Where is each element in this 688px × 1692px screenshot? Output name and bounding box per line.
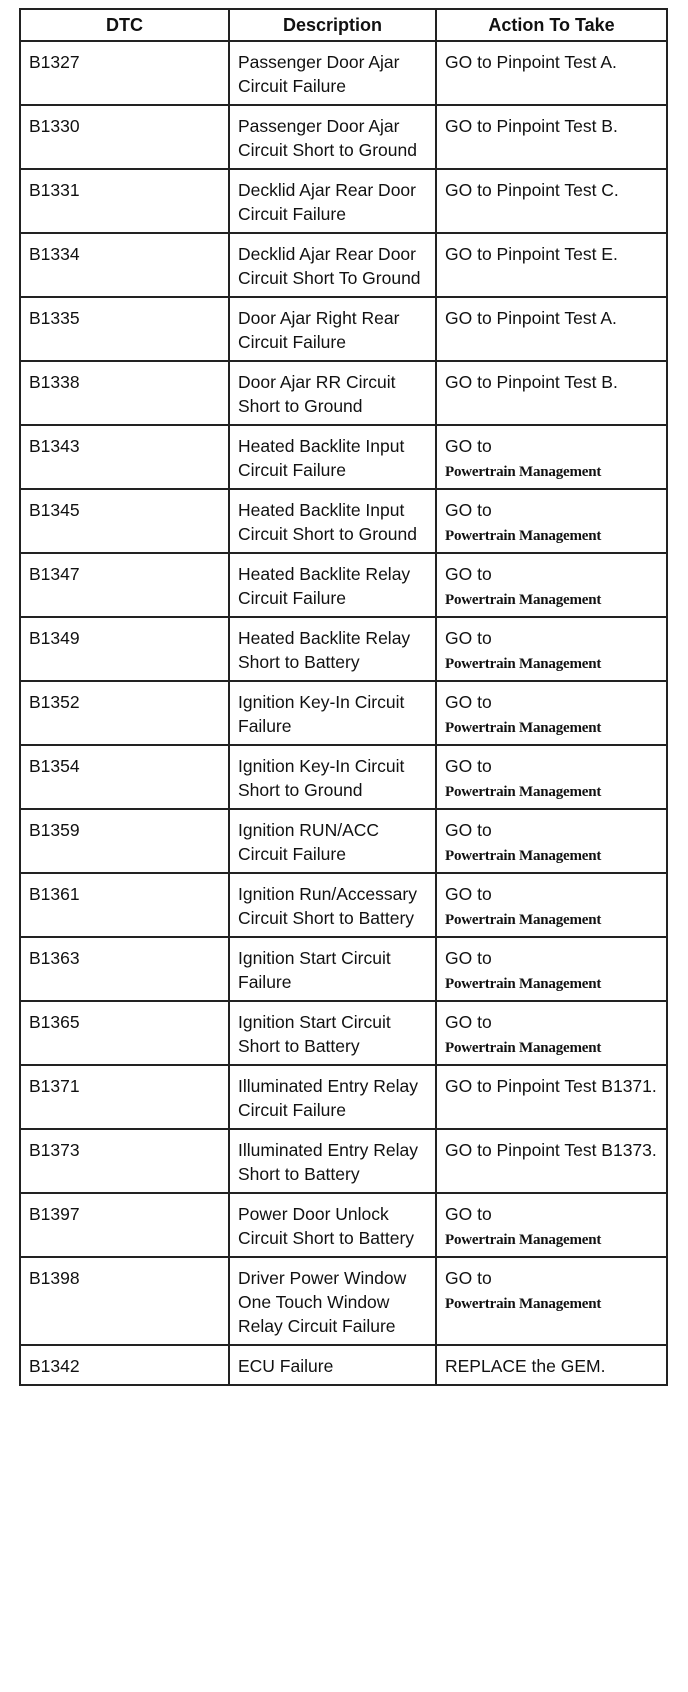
table-row <box>20 553 667 617</box>
action-text: GO to Pinpoint Test B. <box>445 372 618 392</box>
action-target: Powertrain Management <box>445 848 602 864</box>
action-text: GO to <box>445 820 492 840</box>
action-cell <box>436 41 667 105</box>
dtc-description: Passenger Door Ajar Circuit Failure <box>229 41 436 105</box>
action-cell <box>436 681 667 745</box>
action-cell <box>436 617 667 681</box>
table-row <box>20 1065 667 1129</box>
table-row <box>20 105 667 169</box>
dtc-description: Decklid Ajar Rear Door Circuit Short To Ground <box>229 233 436 297</box>
action-text: GO to <box>445 884 492 904</box>
dtc-code: B1361 <box>20 873 229 937</box>
dtc-description: Door Ajar Right Rear Circuit Failure <box>229 297 436 361</box>
action-cell <box>436 873 667 937</box>
action-cell <box>436 105 667 169</box>
dtc-description: Heated Backlite Input Circuit Failure <box>229 425 436 489</box>
action-text: GO to <box>445 564 492 584</box>
action-cell <box>436 937 667 1001</box>
dtc-code: B1327 <box>20 41 229 105</box>
action-target: Powertrain Management <box>445 912 602 928</box>
action-target: Powertrain Management <box>445 464 602 480</box>
action-target: Powertrain Management <box>445 720 602 736</box>
table-row <box>20 169 667 233</box>
table-row <box>20 1257 667 1345</box>
dtc-description: Door Ajar RR Circuit Short to Ground <box>229 361 436 425</box>
table-body <box>20 41 667 1385</box>
dtc-code: B1397 <box>20 1193 229 1257</box>
action-text: GO to Pinpoint Test C. <box>445 180 619 200</box>
dtc-code: B1334 <box>20 233 229 297</box>
dtc-description: Ignition Start Circuit Failure <box>229 937 436 1001</box>
table-row <box>20 873 667 937</box>
dtc-code: B1345 <box>20 489 229 553</box>
action-text: GO to <box>445 948 492 968</box>
action-text: GO to Pinpoint Test E. <box>445 244 618 264</box>
action-target: Powertrain Management <box>445 656 602 672</box>
dtc-description: Heated Backlite Relay Circuit Failure <box>229 553 436 617</box>
table-row <box>20 937 667 1001</box>
action-cell <box>436 553 667 617</box>
action-cell <box>436 1193 667 1257</box>
dtc-description: Decklid Ajar Rear Door Circuit Failure <box>229 169 436 233</box>
action-target: Powertrain Management <box>445 592 602 608</box>
dtc-description: Illuminated Entry Relay Short to Battery <box>229 1129 436 1193</box>
action-cell <box>436 1065 667 1129</box>
action-target: Powertrain Management <box>445 528 602 544</box>
action-cell <box>436 1345 667 1385</box>
dtc-code: B1342 <box>20 1345 229 1385</box>
dtc-description: Ignition Start Circuit Short to Battery <box>229 1001 436 1065</box>
action-text: GO to Pinpoint Test A. <box>445 308 617 328</box>
dtc-description: Ignition Key-In Circuit Failure <box>229 681 436 745</box>
header-action: Action To Take <box>436 9 667 41</box>
dtc-code: B1331 <box>20 169 229 233</box>
action-cell <box>436 489 667 553</box>
action-text: GO to Pinpoint Test A. <box>445 52 617 72</box>
table-row <box>20 489 667 553</box>
dtc-code: B1363 <box>20 937 229 1001</box>
action-cell <box>436 1129 667 1193</box>
table-row <box>20 1001 667 1065</box>
action-text: GO to Pinpoint Test B1371. <box>445 1076 657 1096</box>
table-row <box>20 297 667 361</box>
action-text: GO to Pinpoint Test B1373. <box>445 1140 657 1160</box>
dtc-code: B1352 <box>20 681 229 745</box>
action-cell <box>436 169 667 233</box>
dtc-description: Power Door Unlock Circuit Short to Battery <box>229 1193 436 1257</box>
dtc-code: B1335 <box>20 297 229 361</box>
dtc-description: Driver Power Window One Touch Window Relay Circuit Failure <box>229 1257 436 1345</box>
action-target: Powertrain Management <box>445 784 602 800</box>
table-row <box>20 233 667 297</box>
action-target: Powertrain Management <box>445 976 602 992</box>
header-description: Description <box>229 9 436 41</box>
action-target: Powertrain Management <box>445 1296 602 1312</box>
header-dtc: DTC <box>20 9 229 41</box>
action-text: GO to <box>445 1268 492 1288</box>
table-row <box>20 809 667 873</box>
dtc-code: B1354 <box>20 745 229 809</box>
action-text: REPLACE the GEM. <box>445 1356 606 1376</box>
table-row <box>20 1193 667 1257</box>
dtc-description: ECU Failure <box>229 1345 436 1385</box>
action-text: GO to <box>445 436 492 456</box>
dtc-code: B1371 <box>20 1065 229 1129</box>
dtc-description: Passenger Door Ajar Circuit Short to Ground <box>229 105 436 169</box>
table-row <box>20 1345 667 1385</box>
dtc-code: B1338 <box>20 361 229 425</box>
dtc-table <box>19 8 668 1386</box>
table-row <box>20 681 667 745</box>
action-cell <box>436 361 667 425</box>
action-text: GO to <box>445 500 492 520</box>
dtc-code: B1359 <box>20 809 229 873</box>
table-row <box>20 41 667 105</box>
dtc-code: B1398 <box>20 1257 229 1345</box>
action-cell <box>436 425 667 489</box>
dtc-description: Ignition Run/Accessary Circuit Short to Battery <box>229 873 436 937</box>
action-cell <box>436 809 667 873</box>
action-target: Powertrain Management <box>445 1040 602 1056</box>
dtc-code: B1349 <box>20 617 229 681</box>
action-text: GO to <box>445 1012 492 1032</box>
action-text: GO to <box>445 628 492 648</box>
table-row <box>20 361 667 425</box>
action-text: GO to <box>445 1204 492 1224</box>
action-text: GO to Pinpoint Test B. <box>445 116 618 136</box>
action-cell <box>436 297 667 361</box>
dtc-description: Ignition RUN/ACC Circuit Failure <box>229 809 436 873</box>
table-row <box>20 425 667 489</box>
action-text: GO to <box>445 756 492 776</box>
dtc-description: Illuminated Entry Relay Circuit Failure <box>229 1065 436 1129</box>
table-row <box>20 617 667 681</box>
table-header-row <box>20 9 667 41</box>
table-row <box>20 1129 667 1193</box>
action-cell <box>436 233 667 297</box>
dtc-code: B1347 <box>20 553 229 617</box>
dtc-description: Heated Backlite Input Circuit Short to Ground <box>229 489 436 553</box>
dtc-description: Heated Backlite Relay Short to Battery <box>229 617 436 681</box>
action-cell <box>436 1001 667 1065</box>
dtc-description: Ignition Key-In Circuit Short to Ground <box>229 745 436 809</box>
dtc-code: B1343 <box>20 425 229 489</box>
dtc-code: B1330 <box>20 105 229 169</box>
action-cell <box>436 745 667 809</box>
dtc-code: B1365 <box>20 1001 229 1065</box>
table-row <box>20 745 667 809</box>
action-cell <box>436 1257 667 1345</box>
action-text: GO to <box>445 692 492 712</box>
dtc-code: B1373 <box>20 1129 229 1193</box>
action-target: Powertrain Management <box>445 1232 602 1248</box>
